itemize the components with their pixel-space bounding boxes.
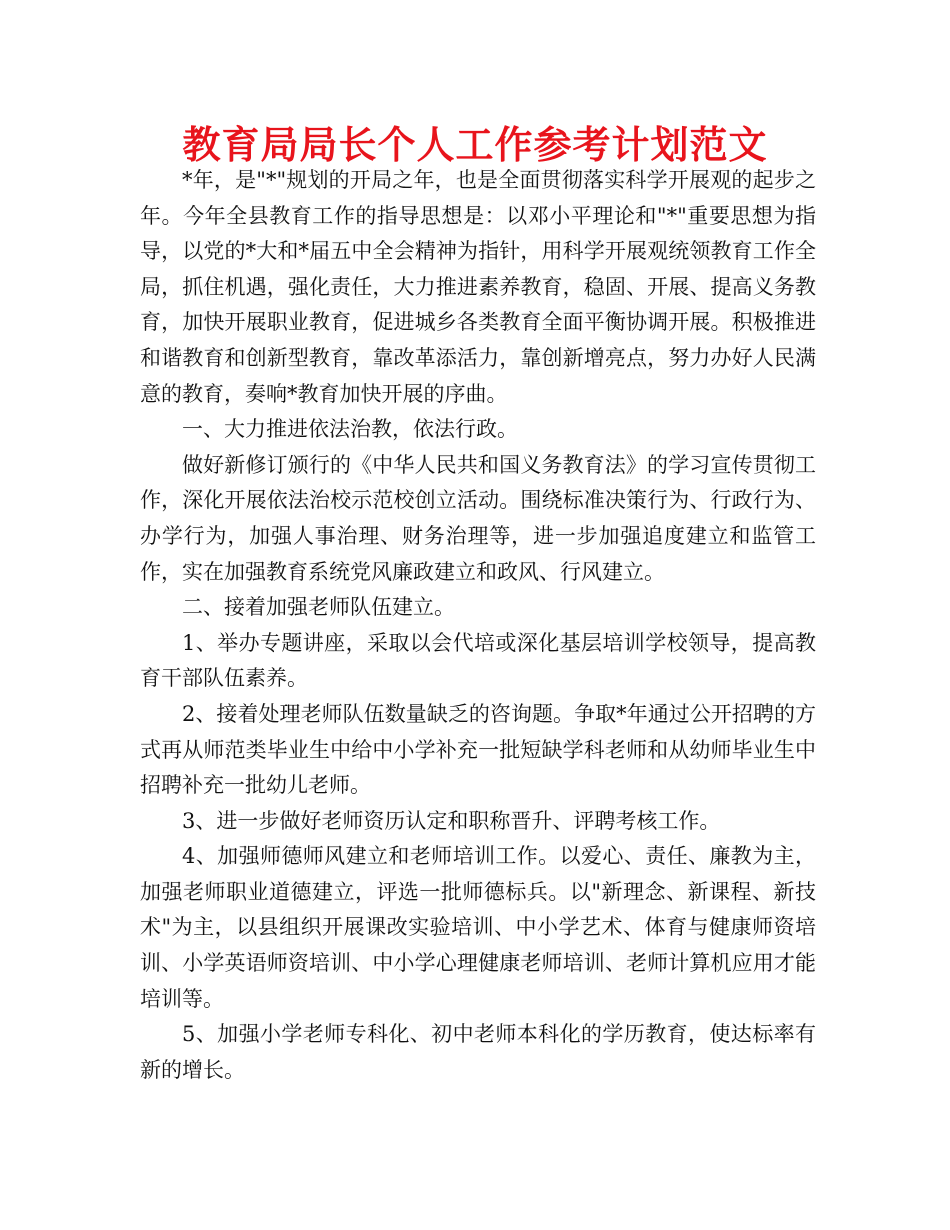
list-item-3: 3、进一步做好老师资历认定和职称晋升、评聘考核工作。 <box>182 808 721 833</box>
document-body <box>140 163 816 1088</box>
section-heading-2: 二、接着加强老师队伍建立。 <box>182 595 455 620</box>
section-heading-1: 一、大力推进依法治教，依法行政。 <box>182 417 518 442</box>
list-item-5: 5、加强小学老师专科化、初中老师本科化的学历教育，使达标率有新的增长。 <box>140 1022 816 1082</box>
list-item-2: 2、接着处理老师队伍数量缺乏的咨询题。争取*年通过公开招聘的方式再从师范类毕业生中给中小学补充一批短缺学科老师和从幼师毕业生中招聘补充一批幼儿老师。 <box>140 701 816 798</box>
list-item-1: 1、举办专题讲座，采取以会代培或深化基层培训学校领导，提高教育干部队伍素养。 <box>140 630 816 691</box>
paragraph-section-1: 做好新修订颁行的《中华人民共和国义务教育法》的学习宣传贯彻工作，深化开展依法治校示范校创立活动。围绕标准决策行为、行政行为、办学行为，加强人事治理、财务治理等，进一步加强追度建立和监管工作，实在加强教育系统党风廉政建立和政风、行风建立。 <box>140 452 816 584</box>
list-item-4: 4、加强师德师风建立和老师培训工作。以爱心、责任、廉教为主，加强老师职业道德建立，评选一批师德标兵。以"新理念、新课程、新技术"为主，以县组织开展课改实验培训、中小学艺术、体育与健康师资培训、小学英语师资培训、中小学心理健康老师培训、老师计算机应用才能培训等。 <box>140 844 816 1011</box>
document-title: 教育局局长个人工作参考计划范文 <box>182 123 768 167</box>
paragraph-intro: *年，是"*"规划的开局之年，也是全面贯彻落实科学开展观的起步之年。今年全县教育工作的指导思想是：以邓小平理论和"*"重要思想为指导，以党的*大和*届五中全会精神为指针，用科学开展观统领教育工作全局，抓住机遇，强化责任，大力推进素养教育，稳固、开展、提高义务教育，加快开展职业教育，促进城乡各类教育全面平衡协调开展。积极推进和谐教育和创新型教育，靠改革添活力，靠创新增亮点，努力办好人民满意的教育，奏响*教育加快开展的序曲。 <box>140 168 816 406</box>
